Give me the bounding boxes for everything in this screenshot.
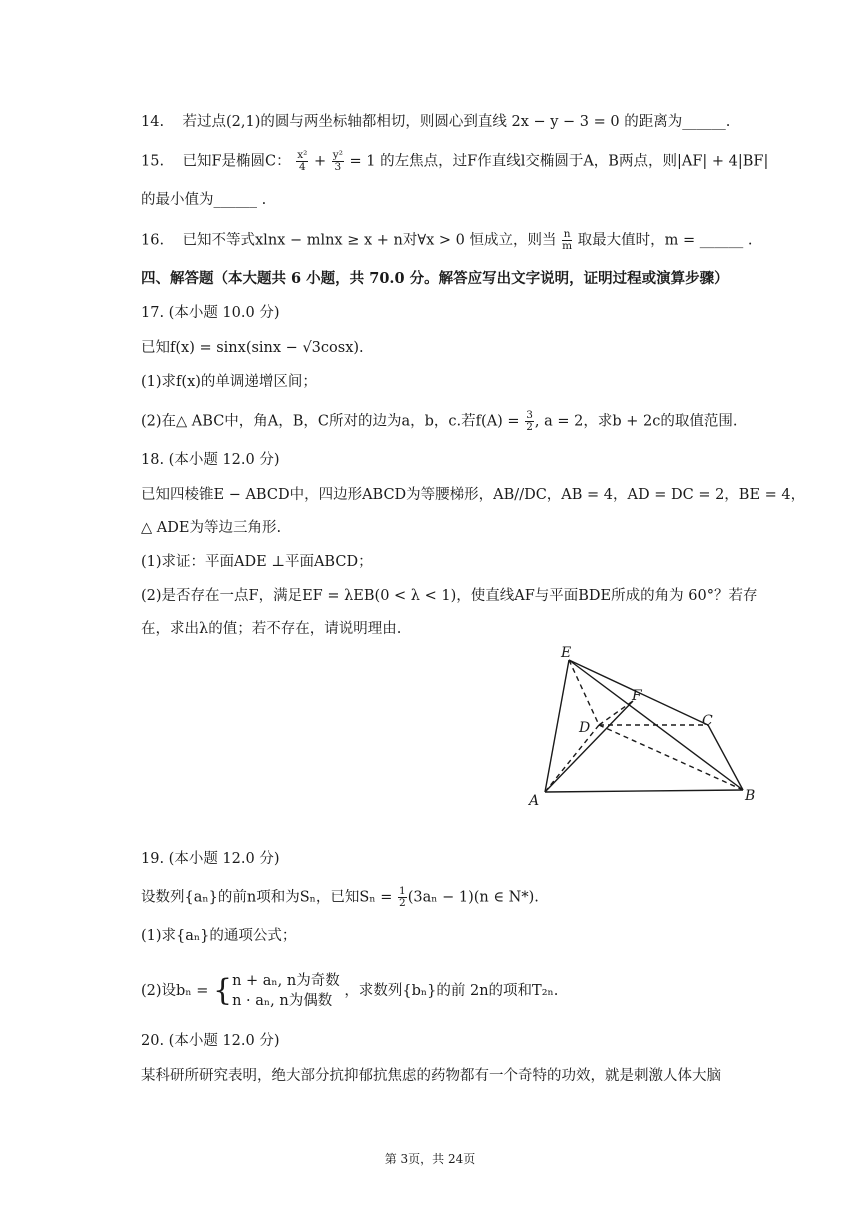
problem-15 — [141, 149, 769, 173]
problem-number: 16. — [141, 232, 165, 249]
problem-18-line1: 已知四棱锥E − ABCD中，四边形ABCD为等腰梯形，AB//DC，AB = 4，AD = DC = 2，BE = 4， — [141, 487, 806, 503]
edge-AD — [545, 725, 599, 792]
problem-19-q2 — [141, 965, 761, 1017]
problem-text: 设数列{aₙ}的前n项和为Sₙ，已知Sₙ = — [141, 889, 393, 906]
edge-CB — [708, 725, 743, 790]
problem-18-q2-line2: 在，求出λ的值；若不存在，请说明理由. — [141, 621, 402, 637]
problem-19-header: 19. (本小题 12.0 分) — [141, 851, 280, 867]
label-B: B — [745, 788, 756, 804]
label-A: A — [529, 793, 540, 809]
problem-text: (2)设bₙ = — [141, 983, 209, 999]
pyramid-figure — [515, 640, 765, 810]
label-D: D — [579, 720, 591, 736]
problem-18-q1: (1)求证：平面ADE ⊥平面ABCD； — [141, 554, 373, 570]
label-E: E — [561, 645, 572, 661]
problem-text: , a = 2，求b + 2c的取值范围. — [534, 413, 738, 430]
edge-AB — [545, 790, 743, 792]
edge-DB — [599, 725, 743, 790]
fraction: $\frac{n}{m}$ — [562, 228, 573, 252]
plus-sign: + — [314, 153, 327, 170]
fraction: $\frac{1}{2}$ — [399, 885, 406, 909]
problem-text: (2)在△ ABC中，角A，B，C所对的边为a，b，c.若f(A) = — [141, 413, 520, 430]
problem-19-given — [141, 886, 761, 909]
fraction: $\frac{\text{y²}}{3}$ — [332, 149, 343, 173]
problem-16 — [141, 229, 761, 252]
problem-18-q2-line1: (2)是否存在一点F，满足EF = λEB(0 < λ < 1)，使直线AF与平面BDE所成的角为 60°？若存 — [141, 588, 758, 604]
edge-ED — [569, 660, 599, 725]
edge-EA — [545, 660, 569, 792]
problem-text: = 1 的左焦点，过F作直线l交椭圆于A，B两点，则|AF| + 4|BF| — [349, 153, 769, 170]
problem-20-header: 20. (本小题 12.0 分) — [141, 1033, 280, 1049]
segment-AF — [545, 701, 633, 792]
fraction: $\frac{\text{x²}}{4}$ — [297, 149, 308, 173]
problem-text: 取最大值时，m = ______ . — [577, 232, 753, 249]
problem-text: 若过点(2,1)的圆与两坐标轴都相切，则圆心到直线 2x − y − 3 = 0 的距离为______. — [182, 114, 731, 130]
problem-18-header: 18. (本小题 12.0 分) — [141, 452, 280, 468]
problem-19-q1: (1)求{aₙ}的通项公式； — [141, 928, 297, 944]
problem-text: 已知F是椭圆C： — [182, 153, 291, 170]
problem-text: (3aₙ − 1)(n ∈ N*). — [407, 889, 539, 906]
section-heading: 四、解答题（本大题共 6 小题，共 70.0 分。解答应写出文字说明，证明过程或演算步骤） — [141, 270, 729, 287]
problem-18-line2: △ ADE为等边三角形. — [141, 520, 282, 536]
problem-text: 已知不等式xlnx − mlnx ≥ x + n对∀x > 0 恒成立，则当 — [182, 232, 557, 249]
label-F: F — [632, 688, 642, 704]
problem-15-line2: 的最小值为______ . — [141, 192, 267, 208]
label-C: C — [702, 713, 713, 729]
problem-14 — [141, 111, 761, 133]
problem-number: 14. — [141, 114, 165, 130]
problem-number: 15. — [141, 153, 165, 170]
problem-text: ，求数列{bₙ}的前 2n的项和T₂ₙ. — [344, 983, 559, 999]
problem-17-q1: (1)求f(x)的单调递增区间； — [141, 374, 317, 390]
left-brace: { — [212, 973, 233, 1008]
problem-20-line1: 某科研所研究表明，绝大部分抗抑郁抗焦虑的药物都有一个奇特的功效，就是刺激人体大脑 — [141, 1068, 721, 1084]
problem-17-header: 17. (本小题 10.0 分) — [141, 305, 280, 321]
problem-17-q2 — [141, 410, 761, 433]
piecewise-cases: n + aₙ, n为奇数 n · aₙ, n为偶数 — [232, 973, 340, 1009]
fraction: $\frac{3}{2}$ — [526, 409, 533, 433]
problem-17-given: 已知f(x) = sinx(sinx − √3cosx). — [141, 340, 364, 356]
page-footer: 第 3页，共 24页 — [384, 1152, 476, 1166]
